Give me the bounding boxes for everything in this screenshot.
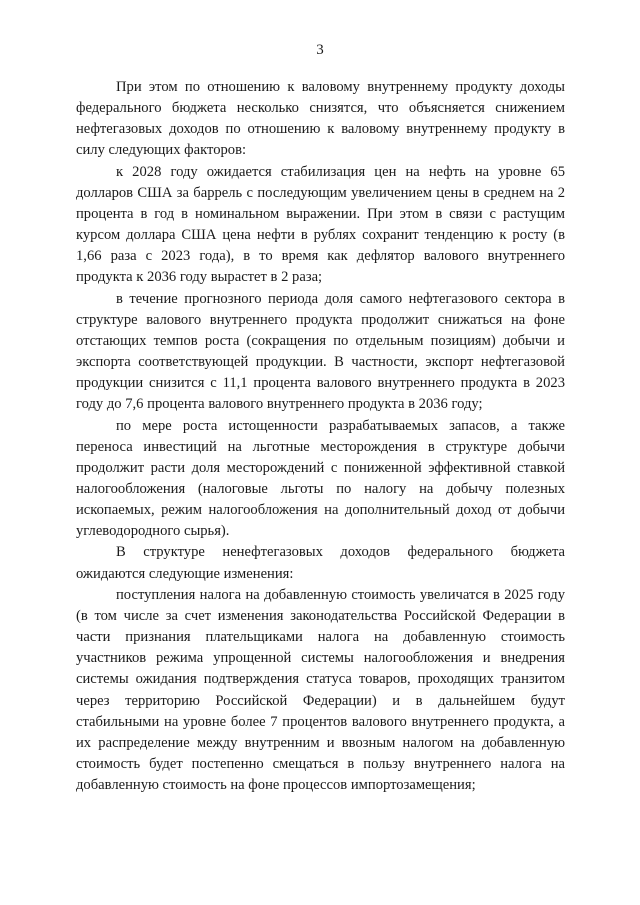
paragraph-reserve-depletion: по мере роста истощенности разрабатываемых запасов, а также переноса инвестиций на льготные месторождения в структуре добычи продолжит расти доля месторождений с пониженной эффективной ставкой налогообложения (налоговые льготы по налогу на добычу полезных ископаемых, режим налогообложения на дополнительный доход от добычи углеводородного сырья). xyxy=(76,417,565,540)
paragraph-gdp-revenue-decline: При этом по отношению к валовому внутреннему продукту доходы федерального бюджета несколько снизятся, что объясняется снижением нефтегазовых доходов по отношению к валовому внутреннему продукту в силу следующих факторов: xyxy=(76,79,565,159)
document-body xyxy=(76,77,565,796)
page-number: 3 xyxy=(316,42,324,58)
paragraph-non-oil-gas-changes: В структуре ненефтегазовых доходов федерального бюджета ожидаются следующие изменения: xyxy=(76,544,565,582)
paragraph-oil-gas-sector-share: в течение прогнозного периода доля самого нефтегазового сектора в структуре валового внутреннего продукта продолжит снижаться на фоне отстающих темпов роста (сокращения по отдельным позициям) добычи и экспорта соответствующей продукции. В частности, экспорт нефтегазовой продукции снизится с 11,1 процента валового внутреннего продукта в 2023 году до 7,6 процента валового внутреннего продукта в 2036 году; xyxy=(76,290,565,413)
paragraph-vat-revenue: поступления налога на добавленную стоимость увеличатся в 2025 году (в том числе за счет изменения законодательства Российской Федерации в части признания плательщиками налога на добавленную стоимость участников режима упрощенной системы налогообложения и внедрения системы ожидания подтверждения статуса товаров, проходящих транзитом через территорию Российской Федерации) и в дальнейшем будут стабильными на уровне более 7 процентов валового внутреннего продукта, а их распределение между внутренним и ввозным налогом на добавленную стоимость будет постепенно смещаться в пользу внутреннего налога на добавленную стоимость на фоне процессов импортозамещения; xyxy=(76,586,565,794)
paragraph-oil-price-stabilization: к 2028 году ожидается стабилизация цен на нефть на уровне 65 долларов США за баррель с последующим увеличением цены в среднем на 2 процента в год в номинальном выражении. При этом в связи с растущим курсом доллара США цена нефти в рублях сохранит тенденцию к росту (в 1,66 раза с 2023 года), в то время как дефлятор валового внутреннего продукта к 2036 году вырастет в 2 раза; xyxy=(76,163,565,286)
